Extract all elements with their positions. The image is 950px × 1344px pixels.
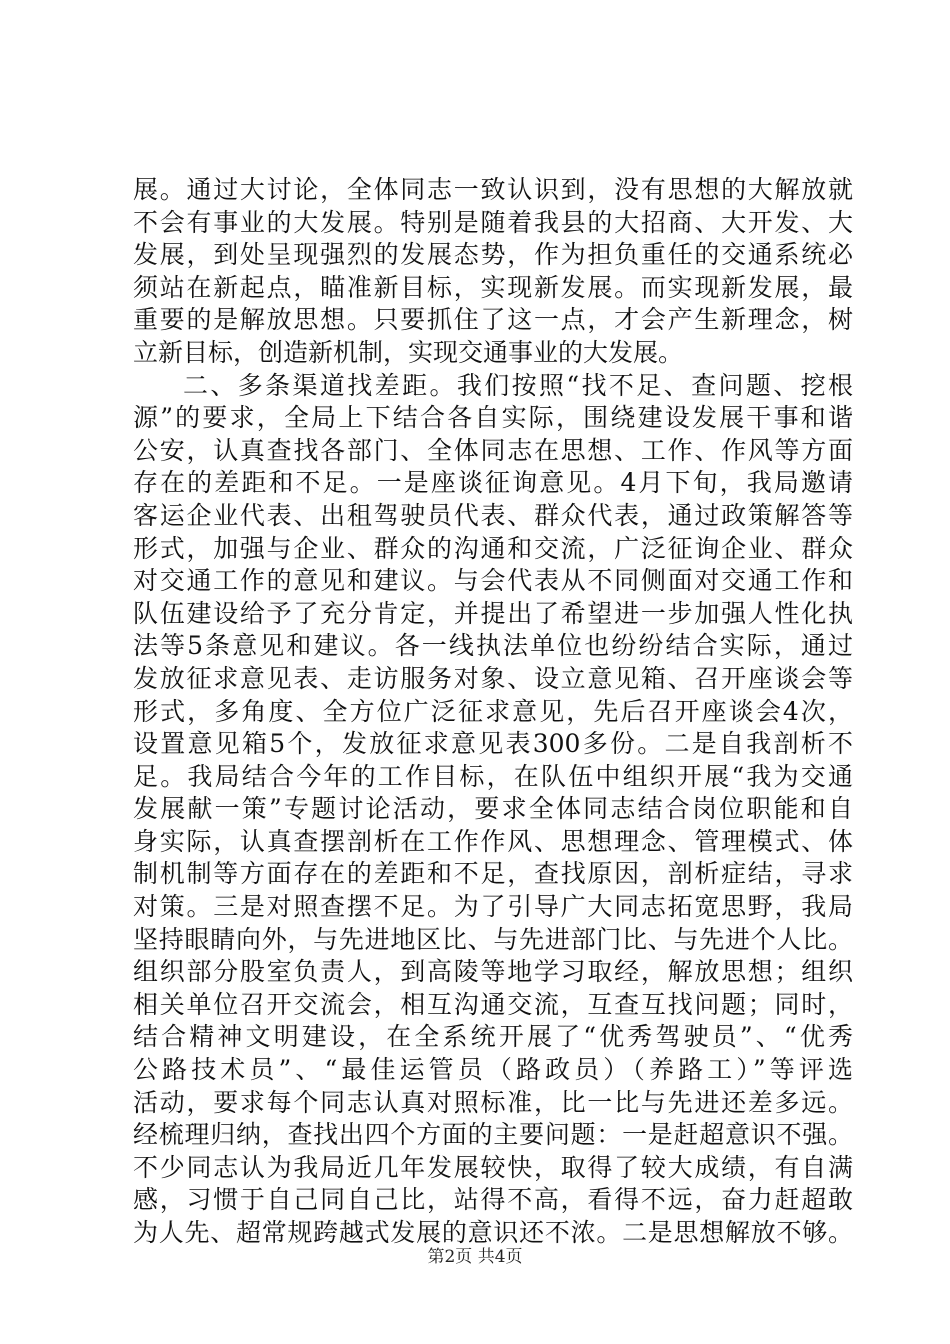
text-line: 设置意见箱5个，发放征求意见表300多份。二是自我剖析不 — [133, 729, 853, 759]
text-line: 形式，多角度、全方位广泛征求意见，先后召开座谈会4次， — [133, 696, 853, 726]
text-line: 对交通工作的意见和建议。与会代表从不同侧面对交通工作和 — [133, 566, 853, 596]
text-line: 结合精神文明建设，在全系统开展了“优秀驾驶员”、“优秀 — [133, 1022, 853, 1052]
text-line: 经梳理归纳，查找出四个方面的主要问题：一是赶超意识不强。 — [133, 1120, 853, 1150]
text-line: 立新目标，创造新机制，实现交通事业的大发展。 — [133, 337, 684, 367]
text-line: 对策。三是对照查摆不足。为了引导广大同志拓宽思野，我局 — [133, 892, 853, 922]
text-line: 身实际，认真查摆剖析在工作作风、思想理念、管理模式、体 — [133, 826, 853, 856]
text-line: 重要的是解放思想。只要抓住了这一点，才会产生新理念，树 — [133, 305, 853, 335]
text-line: 二、多条渠道找差距。我们按照“找不足、查问题、挖根 — [183, 370, 853, 400]
text-line: 发展，到处呈现强烈的发展态势，作为担负重任的交通系统必 — [133, 240, 853, 270]
text-line: 坚持眼睛向外，与先进地区比、与先进部门比、与先进个人比。 — [133, 924, 853, 954]
text-line: 组织部分股室负责人，到高陵等地学习取经，解放思想；组织 — [133, 957, 853, 987]
text-line: 队伍建设给予了充分肯定，并提出了希望进一步加强人性化执 — [133, 598, 853, 628]
text-line: 为人先、超常规跨越式发展的意识还不浓。二是思想解放不够。 — [133, 1218, 853, 1247]
text-line: 活动，要求每个同志认真对照标准，比一比与先进还差多远。 — [133, 1087, 853, 1117]
text-line: 发放征求意见表、走访服务对象、设立意见箱、召开座谈会等 — [133, 663, 853, 693]
text-line: 相关单位召开交流会，相互沟通交流，互查互找问题；同时， — [133, 989, 853, 1019]
text-line: 源”的要求，全局上下结合各自实际，围绕建设发展干事和谐 — [133, 403, 853, 433]
text-line: 公路技术员”、“最佳运管员（路政员）（养路工）”等评选 — [133, 1055, 853, 1085]
document-body — [133, 174, 853, 1250]
text-line: 须站在新起点，瞄准新目标，实现新发展。而实现新发展，最 — [133, 272, 853, 302]
text-line: 足。我局结合今年的工作目标，在队伍中组织开展“我为交通 — [133, 761, 853, 791]
text-line: 发展献一策”专题讨论活动，要求全体同志结合岗位职能和自 — [133, 794, 853, 824]
text-line: 公安，认真查找各部门、全体同志在思想、工作、作风等方面 — [133, 435, 853, 465]
text-line: 不会有事业的大发展。特别是随着我县的大招商、大开发、大 — [133, 207, 853, 237]
text-line: 展。通过大讨论，全体同志一致认识到，没有思想的大解放就 — [133, 175, 853, 204]
text-line: 感，习惯于自己同自己比，站得不高，看得不远，奋力赶超敢 — [133, 1185, 853, 1215]
text-line: 制机制等方面存在的差距和不足，查找原因，剖析症结，寻求 — [133, 859, 853, 889]
text-line: 客运企业代表、出租驾驶员代表、群众代表，通过政策解答等 — [133, 500, 853, 530]
text-line: 形式，加强与企业、群众的沟通和交流，广泛征询企业、群众 — [133, 533, 853, 563]
text-line: 不少同志认为我局近几年发展较快，取得了较大成绩，有自满 — [133, 1152, 853, 1182]
page-number-footer: 第2页 共4页 — [427, 1247, 523, 1267]
text-line: 存在的差距和不足。一是座谈征询意见。4月下旬，我局邀请 — [133, 468, 853, 498]
text-line: 法等5条意见和建议。各一线执法单位也纷纷结合实际，通过 — [133, 631, 853, 661]
